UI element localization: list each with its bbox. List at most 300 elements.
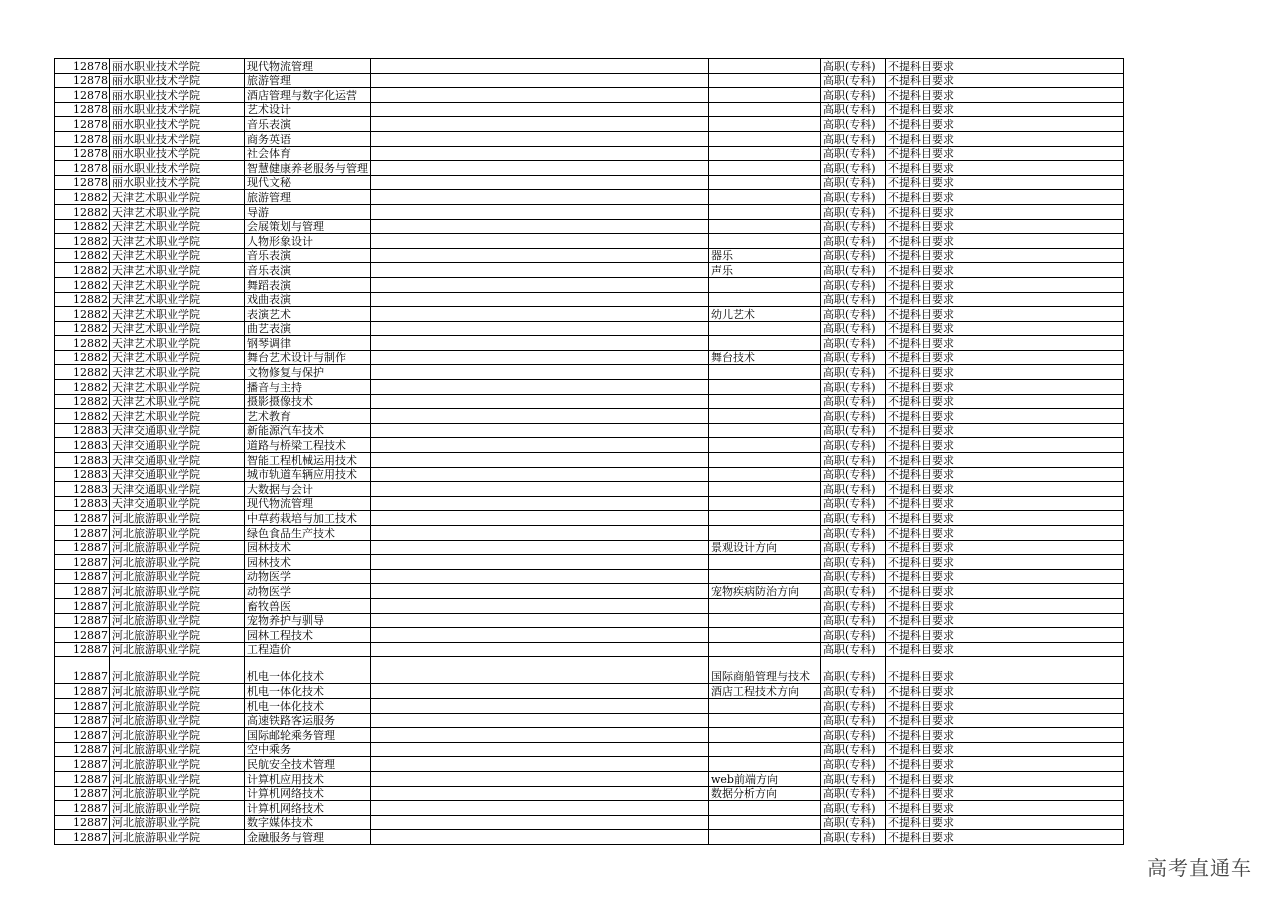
level-cell: 高职(专科)	[821, 467, 886, 482]
note-cell	[371, 307, 709, 322]
subject-requirement-cell: 不提科目要求	[886, 73, 1124, 88]
school-name-cell: 河北旅游职业学院	[110, 771, 245, 786]
subject-requirement-cell: 不提科目要求	[886, 59, 1124, 74]
major-name-cell: 计算机网络技术	[245, 801, 371, 816]
major-name-cell: 旅游管理	[245, 73, 371, 88]
level-cell: 高职(专科)	[821, 190, 886, 205]
table-row	[55, 380, 1124, 395]
school-name-cell: 河北旅游职业学院	[110, 815, 245, 830]
major-name-cell: 社会体育	[245, 146, 371, 161]
school-name-cell: 河北旅游职业学院	[110, 540, 245, 555]
note-cell	[371, 190, 709, 205]
major-name-cell: 宠物养护与驯导	[245, 613, 371, 628]
note-cell	[371, 234, 709, 249]
major-name-cell: 金融服务与管理	[245, 830, 371, 845]
level-cell: 高职(专科)	[821, 496, 886, 511]
table-row	[55, 350, 1124, 365]
level-cell: 高职(专科)	[821, 801, 886, 816]
table-row	[55, 540, 1124, 555]
table-row	[55, 234, 1124, 249]
level-cell: 高职(专科)	[821, 453, 886, 468]
note-cell	[371, 628, 709, 643]
subject-requirement-cell: 不提科目要求	[886, 394, 1124, 409]
school-code-cell: 12878	[55, 146, 110, 161]
major-name-cell: 智能工程机械运用技术	[245, 453, 371, 468]
subject-requirement-cell: 不提科目要求	[886, 584, 1124, 599]
level-cell: 高职(专科)	[821, 540, 886, 555]
subject-requirement-cell: 不提科目要求	[886, 511, 1124, 526]
direction-cell	[709, 555, 821, 570]
note-cell	[371, 713, 709, 728]
major-name-cell: 园林技术	[245, 540, 371, 555]
school-name-cell: 河北旅游职业学院	[110, 526, 245, 541]
major-name-cell: 舞台艺术设计与制作	[245, 350, 371, 365]
table-row	[55, 496, 1124, 511]
major-name-cell: 园林技术	[245, 555, 371, 570]
level-cell: 高职(专科)	[821, 321, 886, 336]
table-row	[55, 321, 1124, 336]
school-name-cell: 河北旅游职业学院	[110, 684, 245, 699]
school-name-cell: 天津艺术职业学院	[110, 248, 245, 263]
direction-cell	[709, 526, 821, 541]
school-name-cell: 河北旅游职业学院	[110, 598, 245, 613]
direction-cell	[709, 598, 821, 613]
level-cell: 高职(专科)	[821, 277, 886, 292]
subject-requirement-cell: 不提科目要求	[886, 698, 1124, 713]
level-cell: 高职(专科)	[821, 830, 886, 845]
note-cell	[371, 511, 709, 526]
major-name-cell: 曲艺表演	[245, 321, 371, 336]
subject-requirement-cell: 不提科目要求	[886, 786, 1124, 801]
direction-cell	[709, 117, 821, 132]
note-cell	[371, 540, 709, 555]
major-name-cell: 艺术教育	[245, 409, 371, 424]
table-row	[55, 771, 1124, 786]
school-code-cell: 12887	[55, 757, 110, 772]
school-code-cell: 12878	[55, 117, 110, 132]
table-row	[55, 815, 1124, 830]
level-cell: 高职(专科)	[821, 438, 886, 453]
subject-requirement-cell: 不提科目要求	[886, 350, 1124, 365]
level-cell: 高职(专科)	[821, 219, 886, 234]
direction-cell	[709, 713, 821, 728]
major-name-cell: 钢琴调律	[245, 336, 371, 351]
subject-requirement-cell: 不提科目要求	[886, 496, 1124, 511]
school-name-cell: 天津艺术职业学院	[110, 190, 245, 205]
school-name-cell: 天津交通职业学院	[110, 496, 245, 511]
major-name-cell: 机电一体化技术	[245, 657, 371, 684]
school-code-cell: 12878	[55, 59, 110, 74]
school-name-cell: 河北旅游职业学院	[110, 628, 245, 643]
table-row	[55, 102, 1124, 117]
school-name-cell: 河北旅游职业学院	[110, 657, 245, 684]
school-code-cell: 12887	[55, 698, 110, 713]
subject-requirement-cell: 不提科目要求	[886, 204, 1124, 219]
school-code-cell: 12887	[55, 801, 110, 816]
major-name-cell: 现代物流管理	[245, 496, 371, 511]
subject-requirement-cell: 不提科目要求	[886, 598, 1124, 613]
school-code-cell: 12878	[55, 73, 110, 88]
direction-cell: 器乐	[709, 248, 821, 263]
level-cell: 高职(专科)	[821, 511, 886, 526]
level-cell: 高职(专科)	[821, 117, 886, 132]
note-cell	[371, 423, 709, 438]
direction-cell	[709, 234, 821, 249]
school-name-cell: 河北旅游职业学院	[110, 584, 245, 599]
level-cell: 高职(专科)	[821, 642, 886, 657]
level-cell: 高职(专科)	[821, 526, 886, 541]
major-name-cell: 音乐表演	[245, 117, 371, 132]
note-cell	[371, 277, 709, 292]
direction-cell	[709, 642, 821, 657]
major-name-cell: 动物医学	[245, 584, 371, 599]
direction-cell	[709, 613, 821, 628]
school-code-cell: 12887	[55, 569, 110, 584]
subject-requirement-cell: 不提科目要求	[886, 117, 1124, 132]
table-row	[55, 830, 1124, 845]
level-cell: 高职(专科)	[821, 628, 886, 643]
school-code-cell: 12887	[55, 642, 110, 657]
school-name-cell: 天津交通职业学院	[110, 453, 245, 468]
note-cell	[371, 73, 709, 88]
major-name-cell: 园林工程技术	[245, 628, 371, 643]
school-code-cell: 12883	[55, 438, 110, 453]
table-row	[55, 786, 1124, 801]
school-code-cell: 12882	[55, 380, 110, 395]
table-row	[55, 438, 1124, 453]
table-row	[55, 88, 1124, 103]
table-row	[55, 742, 1124, 757]
subject-requirement-cell: 不提科目要求	[886, 102, 1124, 117]
level-cell: 高职(专科)	[821, 146, 886, 161]
subject-requirement-cell: 不提科目要求	[886, 365, 1124, 380]
subject-requirement-cell: 不提科目要求	[886, 146, 1124, 161]
school-name-cell: 天津交通职业学院	[110, 467, 245, 482]
major-name-cell: 数字媒体技术	[245, 815, 371, 830]
level-cell: 高职(专科)	[821, 613, 886, 628]
school-name-cell: 天津艺术职业学院	[110, 336, 245, 351]
school-code-cell: 12882	[55, 204, 110, 219]
major-name-cell: 空中乘务	[245, 742, 371, 757]
major-name-cell: 导游	[245, 204, 371, 219]
major-name-cell: 大数据与会计	[245, 482, 371, 497]
direction-cell	[709, 219, 821, 234]
direction-cell: 幼儿艺术	[709, 307, 821, 322]
table-row	[55, 365, 1124, 380]
major-name-cell: 人物形象设计	[245, 234, 371, 249]
table-row	[55, 146, 1124, 161]
school-code-cell: 12882	[55, 350, 110, 365]
note-cell	[371, 117, 709, 132]
direction-cell	[709, 830, 821, 845]
table-row	[55, 698, 1124, 713]
note-cell	[371, 657, 709, 684]
direction-cell: 声乐	[709, 263, 821, 278]
level-cell: 高职(专科)	[821, 713, 886, 728]
subject-requirement-cell: 不提科目要求	[886, 628, 1124, 643]
note-cell	[371, 350, 709, 365]
note-cell	[371, 642, 709, 657]
note-cell	[371, 830, 709, 845]
level-cell: 高职(专科)	[821, 59, 886, 74]
direction-cell	[709, 569, 821, 584]
note-cell	[371, 131, 709, 146]
school-code-cell: 12887	[55, 555, 110, 570]
school-name-cell: 河北旅游职业学院	[110, 830, 245, 845]
note-cell	[371, 467, 709, 482]
level-cell: 高职(专科)	[821, 234, 886, 249]
subject-requirement-cell: 不提科目要求	[886, 801, 1124, 816]
major-name-cell: 绿色食品生产技术	[245, 526, 371, 541]
subject-requirement-cell: 不提科目要求	[886, 555, 1124, 570]
table-row	[55, 263, 1124, 278]
level-cell: 高职(专科)	[821, 728, 886, 743]
school-code-cell: 12882	[55, 336, 110, 351]
note-cell	[371, 482, 709, 497]
table-row	[55, 73, 1124, 88]
subject-requirement-cell: 不提科目要求	[886, 657, 1124, 684]
school-code-cell: 12878	[55, 102, 110, 117]
table-row	[55, 569, 1124, 584]
major-name-cell: 中草药栽培与加工技术	[245, 511, 371, 526]
table-row	[55, 248, 1124, 263]
school-code-cell: 12887	[55, 526, 110, 541]
level-cell: 高职(专科)	[821, 263, 886, 278]
table-row	[55, 642, 1124, 657]
note-cell	[371, 526, 709, 541]
level-cell: 高职(专科)	[821, 292, 886, 307]
table-row	[55, 161, 1124, 176]
school-code-cell: 12882	[55, 307, 110, 322]
level-cell: 高职(专科)	[821, 684, 886, 699]
school-code-cell: 12883	[55, 453, 110, 468]
level-cell: 高职(专科)	[821, 771, 886, 786]
table-row	[55, 453, 1124, 468]
subject-requirement-cell: 不提科目要求	[886, 321, 1124, 336]
direction-cell: web前端方向	[709, 771, 821, 786]
direction-cell: 宠物疾病防治方向	[709, 584, 821, 599]
school-code-cell: 12882	[55, 263, 110, 278]
subject-requirement-cell: 不提科目要求	[886, 409, 1124, 424]
subject-requirement-cell: 不提科目要求	[886, 161, 1124, 176]
note-cell	[371, 394, 709, 409]
direction-cell	[709, 380, 821, 395]
table-row	[55, 59, 1124, 74]
subject-requirement-cell: 不提科目要求	[886, 453, 1124, 468]
direction-cell	[709, 757, 821, 772]
direction-cell	[709, 336, 821, 351]
direction-cell	[709, 438, 821, 453]
school-name-cell: 丽水职业技术学院	[110, 73, 245, 88]
major-name-cell: 现代文秘	[245, 175, 371, 190]
table-row	[55, 555, 1124, 570]
direction-cell	[709, 482, 821, 497]
school-code-cell: 12883	[55, 482, 110, 497]
school-code-cell: 12887	[55, 598, 110, 613]
table-row	[55, 307, 1124, 322]
subject-requirement-cell: 不提科目要求	[886, 307, 1124, 322]
subject-requirement-cell: 不提科目要求	[886, 219, 1124, 234]
major-name-cell: 商务英语	[245, 131, 371, 146]
major-name-cell: 智慧健康养老服务与管理	[245, 161, 371, 176]
school-code-cell: 12882	[55, 394, 110, 409]
school-name-cell: 天津艺术职业学院	[110, 307, 245, 322]
direction-cell	[709, 59, 821, 74]
subject-requirement-cell: 不提科目要求	[886, 336, 1124, 351]
school-name-cell: 丽水职业技术学院	[110, 161, 245, 176]
table-row	[55, 584, 1124, 599]
note-cell	[371, 204, 709, 219]
school-code-cell: 12882	[55, 365, 110, 380]
direction-cell	[709, 131, 821, 146]
direction-cell	[709, 88, 821, 103]
direction-cell	[709, 728, 821, 743]
major-name-cell: 机电一体化技术	[245, 684, 371, 699]
enrollment-table	[54, 58, 1124, 845]
school-name-cell: 河北旅游职业学院	[110, 555, 245, 570]
note-cell	[371, 146, 709, 161]
school-name-cell: 丽水职业技术学院	[110, 131, 245, 146]
subject-requirement-cell: 不提科目要求	[886, 438, 1124, 453]
table-row	[55, 292, 1124, 307]
subject-requirement-cell: 不提科目要求	[886, 467, 1124, 482]
school-name-cell: 天津艺术职业学院	[110, 292, 245, 307]
subject-requirement-cell: 不提科目要求	[886, 830, 1124, 845]
subject-requirement-cell: 不提科目要求	[886, 613, 1124, 628]
subject-requirement-cell: 不提科目要求	[886, 277, 1124, 292]
subject-requirement-cell: 不提科目要求	[886, 292, 1124, 307]
level-cell: 高职(专科)	[821, 365, 886, 380]
table-row	[55, 190, 1124, 205]
subject-requirement-cell: 不提科目要求	[886, 540, 1124, 555]
school-name-cell: 天津艺术职业学院	[110, 219, 245, 234]
major-name-cell: 文物修复与保护	[245, 365, 371, 380]
major-name-cell: 会展策划与管理	[245, 219, 371, 234]
school-code-cell: 12887	[55, 713, 110, 728]
table-row	[55, 598, 1124, 613]
table-body	[55, 59, 1124, 845]
direction-cell	[709, 801, 821, 816]
note-cell	[371, 757, 709, 772]
major-name-cell: 工程造价	[245, 642, 371, 657]
table-row	[55, 713, 1124, 728]
level-cell: 高职(专科)	[821, 409, 886, 424]
level-cell: 高职(专科)	[821, 73, 886, 88]
direction-cell	[709, 815, 821, 830]
note-cell	[371, 175, 709, 190]
school-code-cell: 12882	[55, 234, 110, 249]
school-code-cell: 12887	[55, 613, 110, 628]
direction-cell	[709, 73, 821, 88]
subject-requirement-cell: 不提科目要求	[886, 713, 1124, 728]
major-name-cell: 计算机应用技术	[245, 771, 371, 786]
school-name-cell: 丽水职业技术学院	[110, 59, 245, 74]
note-cell	[371, 161, 709, 176]
school-name-cell: 丽水职业技术学院	[110, 88, 245, 103]
school-code-cell: 12887	[55, 771, 110, 786]
direction-cell	[709, 175, 821, 190]
direction-cell: 国际商船管理与技术	[709, 657, 821, 684]
level-cell: 高职(专科)	[821, 204, 886, 219]
table-row	[55, 613, 1124, 628]
major-name-cell: 戏曲表演	[245, 292, 371, 307]
table-row	[55, 409, 1124, 424]
subject-requirement-cell: 不提科目要求	[886, 642, 1124, 657]
direction-cell	[709, 161, 821, 176]
school-code-cell: 12887	[55, 511, 110, 526]
direction-cell	[709, 365, 821, 380]
level-cell: 高职(专科)	[821, 307, 886, 322]
major-name-cell: 音乐表演	[245, 248, 371, 263]
school-code-cell: 12887	[55, 742, 110, 757]
major-name-cell: 现代物流管理	[245, 59, 371, 74]
school-name-cell: 天津交通职业学院	[110, 482, 245, 497]
major-name-cell: 旅游管理	[245, 190, 371, 205]
school-name-cell: 天津艺术职业学院	[110, 321, 245, 336]
note-cell	[371, 815, 709, 830]
note-cell	[371, 102, 709, 117]
school-code-cell: 12887	[55, 684, 110, 699]
subject-requirement-cell: 不提科目要求	[886, 728, 1124, 743]
level-cell: 高职(专科)	[821, 161, 886, 176]
subject-requirement-cell: 不提科目要求	[886, 190, 1124, 205]
school-name-cell: 天津艺术职业学院	[110, 204, 245, 219]
note-cell	[371, 728, 709, 743]
direction-cell	[709, 204, 821, 219]
school-code-cell: 12878	[55, 161, 110, 176]
level-cell: 高职(专科)	[821, 786, 886, 801]
direction-cell	[709, 292, 821, 307]
direction-cell	[709, 467, 821, 482]
table-row	[55, 467, 1124, 482]
direction-cell	[709, 423, 821, 438]
direction-cell	[709, 321, 821, 336]
table-row	[55, 511, 1124, 526]
school-name-cell: 河北旅游职业学院	[110, 642, 245, 657]
note-cell	[371, 321, 709, 336]
direction-cell	[709, 742, 821, 757]
note-cell	[371, 219, 709, 234]
table-row	[55, 204, 1124, 219]
note-cell	[371, 409, 709, 424]
note-cell	[371, 336, 709, 351]
level-cell: 高职(专科)	[821, 569, 886, 584]
subject-requirement-cell: 不提科目要求	[886, 815, 1124, 830]
major-name-cell: 国际邮轮乘务管理	[245, 728, 371, 743]
school-code-cell: 12882	[55, 277, 110, 292]
school-code-cell: 12887	[55, 657, 110, 684]
level-cell: 高职(专科)	[821, 175, 886, 190]
subject-requirement-cell: 不提科目要求	[886, 234, 1124, 249]
school-name-cell: 天津艺术职业学院	[110, 380, 245, 395]
school-code-cell: 12878	[55, 131, 110, 146]
level-cell: 高职(专科)	[821, 380, 886, 395]
major-name-cell: 动物医学	[245, 569, 371, 584]
school-code-cell: 12887	[55, 584, 110, 599]
school-name-cell: 天津艺术职业学院	[110, 350, 245, 365]
school-name-cell: 天津艺术职业学院	[110, 394, 245, 409]
school-code-cell: 12887	[55, 728, 110, 743]
major-name-cell: 酒店管理与数字化运营	[245, 88, 371, 103]
watermark: 高考直通车	[1147, 856, 1252, 880]
note-cell	[371, 584, 709, 599]
level-cell: 高职(专科)	[821, 598, 886, 613]
note-cell	[371, 88, 709, 103]
table-row	[55, 117, 1124, 132]
school-code-cell: 12882	[55, 292, 110, 307]
direction-cell	[709, 102, 821, 117]
table-row	[55, 423, 1124, 438]
